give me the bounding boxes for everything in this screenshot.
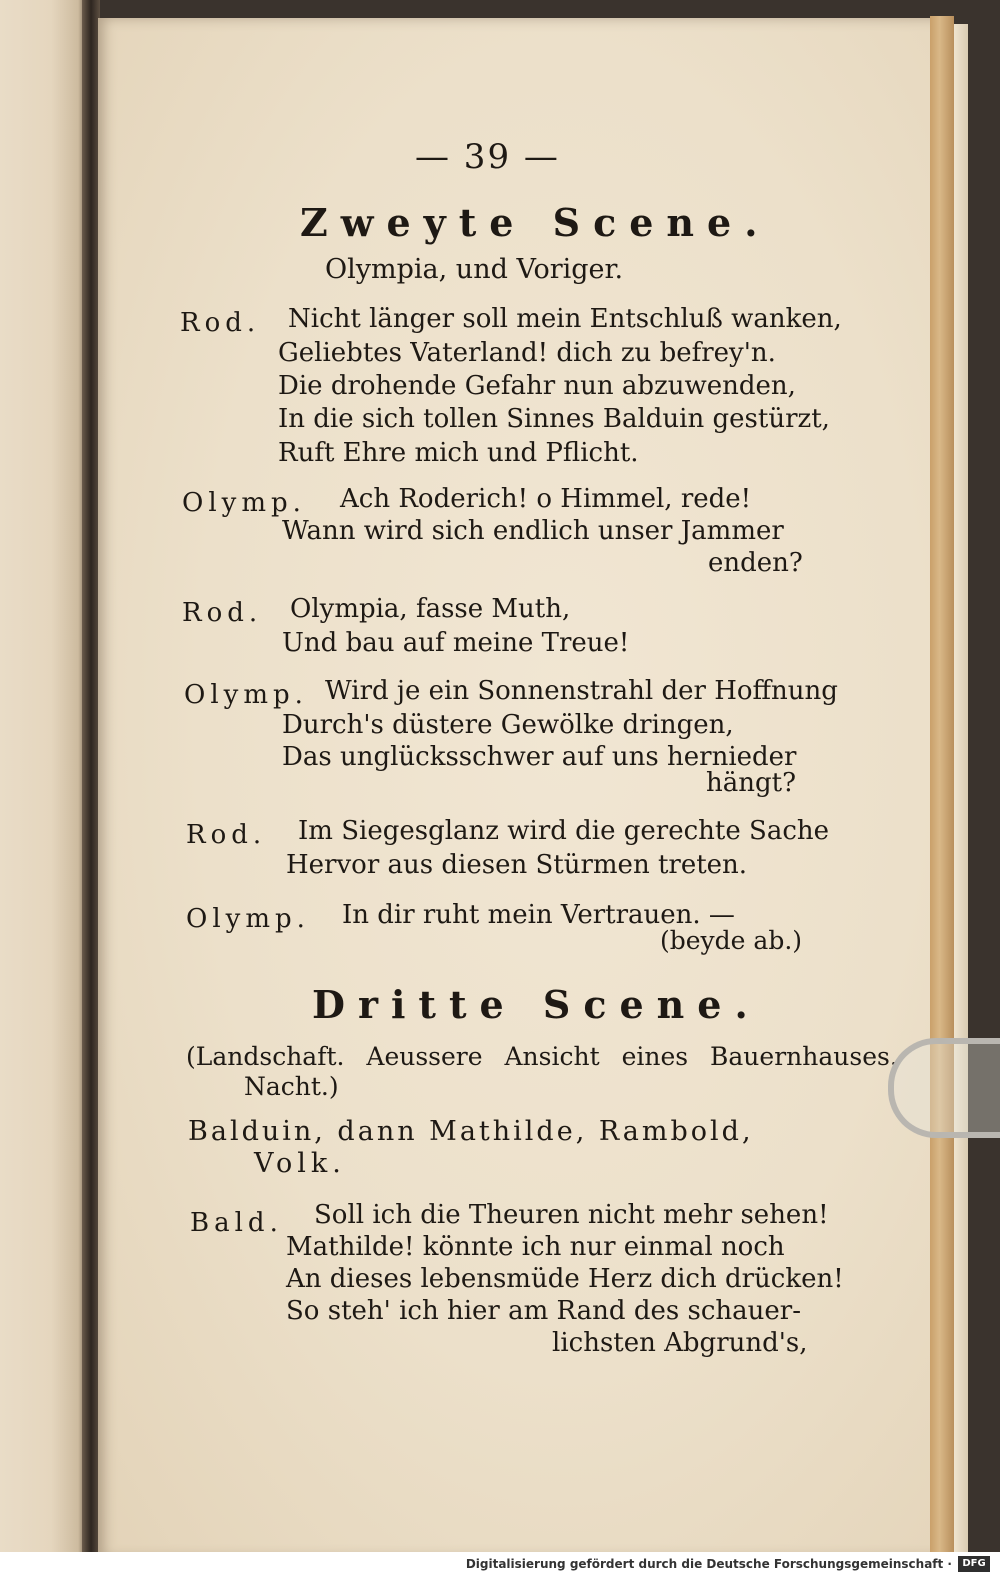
speaker-label: Olymp. [182, 488, 306, 518]
verse-line: Ruft Ehre mich und Pflicht. [278, 438, 639, 468]
left-page [0, 0, 85, 1570]
scene-title-3: Dritte Scene. [312, 982, 761, 1027]
verse-line: Im Siegesglanz wird die gerechte Sache [298, 816, 830, 846]
verse-line: Nicht länger soll mein Entschluß wanken, [288, 304, 842, 334]
verse-line: So steh' ich hier am Rand des schauer- [286, 1296, 801, 1326]
verse-line: Ach Roderich! o Himmel, rede! [340, 484, 752, 514]
verse-line: In die sich tollen Sinnes Balduin gestürzt, [278, 404, 830, 434]
verse-line: lichsten Abgrund's, [552, 1328, 808, 1358]
verse-line: An dieses lebensmüde Herz dich drücken! [286, 1264, 844, 1294]
paper-clip [888, 1038, 1000, 1138]
scene-title-2: Zweyte Scene. [300, 200, 771, 245]
verse-line: Durch's düstere Gewölke dringen, [282, 710, 734, 740]
scene-cast: Balduin, dann Mathilde, Rambold, [188, 1116, 754, 1147]
page-edge [930, 16, 954, 1561]
stage-direction: Nacht.) [244, 1072, 339, 1101]
verse-line: Wann wird sich endlich unser Jammer [282, 516, 784, 546]
speaker-label: Olymp. [184, 680, 308, 710]
dfg-logo: DFG [958, 1556, 990, 1572]
verse-line: hängt? [706, 768, 797, 798]
scene-cast: Volk. [254, 1148, 346, 1179]
verse-line: Geliebtes Vaterland! dich zu befrey'n. [278, 338, 776, 368]
verse-line: Wird je ein Sonnenstrahl der Hoffnung [325, 676, 838, 706]
verse-line: Olympia, fasse Muth, [290, 594, 571, 624]
verse-line: Das unglücksschwer auf uns hernieder [282, 742, 797, 772]
speaker-label: Olymp. [186, 904, 310, 934]
stage-direction: (Landschaft. Aeussere Ansicht eines Bauernhauses. [186, 1042, 898, 1071]
funding-credit: Digitalisierung gefördert durch die Deutsche Forschungsgemeinschaft · [465, 1557, 952, 1571]
verse-line: Soll ich die Theuren nicht mehr sehen! [314, 1200, 829, 1230]
book-page [98, 18, 940, 1558]
page-edge-inner [954, 24, 968, 1559]
verse-line: Hervor aus diesen Stürmen treten. [286, 850, 748, 880]
verse-line: In dir ruht mein Vertrauen. — [342, 900, 735, 930]
speaker-label: Bald. [190, 1208, 283, 1238]
verse-line: Mathilde! könnte ich nur einmal noch [286, 1232, 785, 1262]
speaker-label: Rod. [180, 308, 261, 338]
stage-direction: (beyde ab.) [660, 926, 803, 955]
page-number: — 39 — [415, 137, 560, 177]
verse-line: Und bau auf meine Treue! [282, 628, 630, 658]
speaker-label: Rod. [182, 598, 263, 628]
verse-line: enden? [708, 548, 803, 578]
speaker-label: Rod. [186, 820, 267, 850]
verse-line: Die drohende Gefahr nun abzuwenden, [278, 371, 796, 401]
scene-cast: Olympia, und Voriger. [325, 254, 624, 285]
